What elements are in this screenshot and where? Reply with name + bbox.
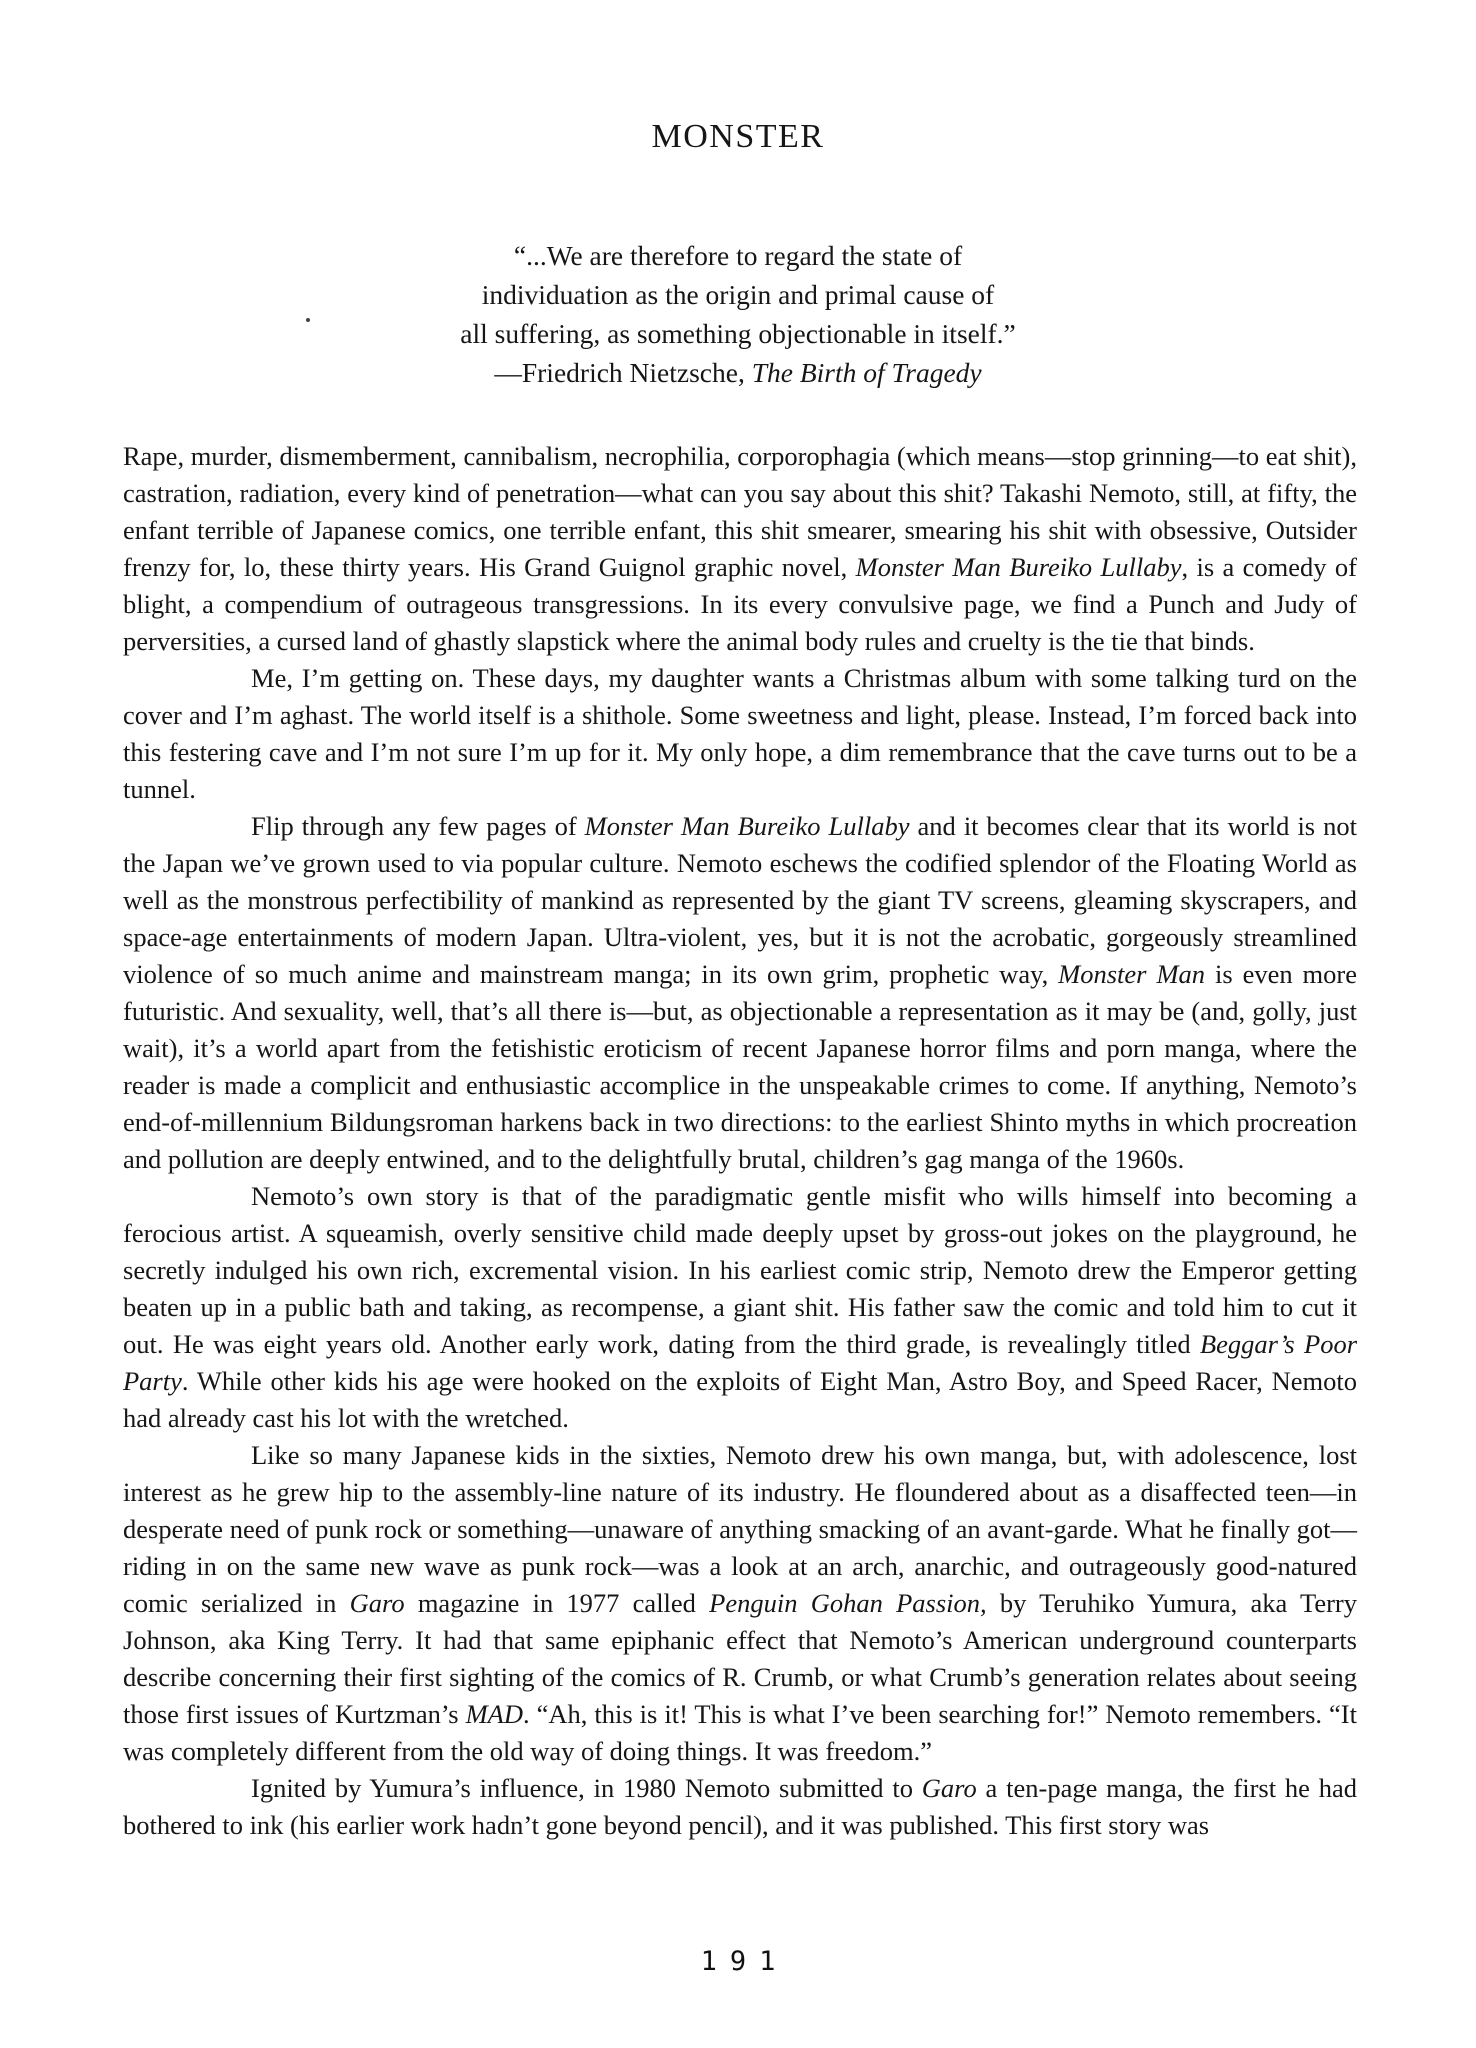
epigraph — [0, 236, 1476, 392]
text: Like so many Japanese kids in the sixties, Nemoto drew his own manga, but, with adolescence, lost interest as he grew hip to the assembly-line nature of its industry. He floundered about as a disaffected teen—in desperate need of punk rock or something—unaware of anything smacking of an avant-garde. What he finally got—riding in on the same new wave as punk rock—was a look at an arch, anarchic, and outrageously good-natured comic serialized in — [123, 1440, 1357, 1618]
epigraph-attribution-author: —Friedrich Nietzsche, — [494, 357, 752, 388]
paragraph — [123, 660, 1357, 808]
paragraph — [123, 1178, 1357, 1437]
paragraph — [123, 1437, 1357, 1770]
text: by Teruhiko Yumura, aka Terry Johnson, aka King Terry. It had that same epiphanic effect that Nemoto’s American underground counterparts describe concerning their first sighting of the comics of R. Crumb, or what Crumb’s generation relates about seeing those first issues of Kurtzman’s — [123, 1588, 1357, 1729]
text: a ten-page manga, the first he had bothered to ink (his earlier work hadn’t gone beyond pencil), and it was published. This first story was — [123, 1773, 1357, 1840]
text: . “Ah, this is it! This is what I’ve been searching for!” Nemoto remembers. “It was completely different from the old way of doing things. It was freedom.” — [123, 1699, 1357, 1766]
italic-text: Garo — [921, 1773, 977, 1803]
paragraph — [123, 808, 1357, 1178]
epigraph-line-3: all suffering, as something objectionable in itself.” — [460, 318, 1016, 349]
page-number: 191 — [700, 1946, 789, 1977]
text: magazine in 1977 called — [404, 1588, 710, 1618]
page-title: MONSTER — [651, 118, 825, 155]
text: Me, I’m getting on. These days, my daughter wants a Christmas album with some talking turd on the cover and I’m aghast. The world itself is a shithole. Some sweetness and light, please. Instead, I’m forced back into this festering cave and I’m not sure I’m up for it. My only hope, a dim remembrance that the cave turns out to be a tunnel. — [123, 663, 1357, 804]
italic-text: Monster Man Bureiko Lullaby — [855, 552, 1182, 582]
scan-artifact-dot — [306, 318, 310, 322]
italic-text: Monster Man — [1058, 959, 1206, 989]
italic-text: Penguin Gohan Passion, — [709, 1588, 987, 1618]
text: is even more futuristic. And sexuality, well, that’s all there is—but, as objectionable a representation as it may be (and, golly, just wait), it’s a world apart from the fetishistic eroticism of recent Japanese horror films and porn manga, where the reader is made a complicit and enthusiastic accomplice in the unspeakable crimes to come. If anything, Nemoto’s end-of-millennium Bildungsroman harkens back in two directions: to the earliest Shinto myths in which procreation and pollution are deeply entwined, and to the delightfully brutal, children’s gag manga of the 1960s. — [123, 959, 1357, 1174]
paragraph — [123, 438, 1357, 660]
epigraph-attribution — [0, 353, 1476, 392]
epigraph-line-2: individuation as the origin and primal cause of — [481, 279, 995, 310]
paragraph — [123, 1770, 1357, 1844]
text: Ignited by Yumura’s influence, in 1980 Nemoto submitted to — [251, 1773, 922, 1803]
italic-text: Beggar’s Poor Party — [123, 1329, 1358, 1396]
epigraph-attribution-work: The Birth of Tragedy — [751, 357, 982, 388]
text: Flip through any few pages of — [251, 811, 585, 841]
epigraph-line-1: “...We are therefore to regard the state of — [513, 240, 963, 271]
text: Rape, murder, dismemberment, cannibalism, necrophilia, corporophagia (which means—stop grinning—to eat shit), castration, radiation, every kind of penetration—what can you say about this shit? Takashi Nemoto, still, at fifty, the enfant terrible of Japanese comics, one terrible enfant, this shit smearer, smearing his shit with obsessive, Outsider frenzy for, lo, these thirty years. His Grand Guignol graphic novel, — [123, 441, 1357, 582]
body-text — [123, 438, 1357, 1844]
text: and it becomes clear that its world is not the Japan we’ve grown used to via popular culture. Nemoto eschews the codified splendor of the Floating World as well as the monstrous perfectibility of mankind as represented by the giant TV screens, gleaming skyscrapers, and space-age entertainments of modern Japan. Ultra-violent, yes, but it is not the acrobatic, gorgeously streamlined violence of so much anime and mainstream manga; in its own grim, prophetic way, — [123, 811, 1357, 989]
text: , is a comedy of blight, a compendium of outrageous transgressions. In its every convulsive page, we find a Punch and Judy of perversities, a cursed land of ghastly slapstick where the animal body rules and cruelty is the tie that binds. — [123, 552, 1357, 656]
italic-text: Monster Man Bureiko Lullaby — [584, 811, 910, 841]
italic-text: Garo — [349, 1588, 405, 1618]
text: . While other kids his age were hooked on the exploits of Eight Man, Astro Boy, and Speed Racer, Nemoto had already cast his lot with the wretched. — [123, 1366, 1357, 1433]
text: Nemoto’s own story is that of the paradigmatic gentle misfit who wills himself into becoming a ferocious artist. A squeamish, overly sensitive child made deeply upset by gross-out jokes on the playground, he secretly indulged his own rich, excremental vision. In his earliest comic strip, Nemoto drew the Emperor getting beaten up in a public bath and taking, as recompense, a giant shit. His father saw the comic and told him to cut it out. He was eight years old. Another early work, dating from the third grade, is revealingly titled — [123, 1181, 1357, 1359]
italic-text: MAD — [465, 1699, 524, 1729]
